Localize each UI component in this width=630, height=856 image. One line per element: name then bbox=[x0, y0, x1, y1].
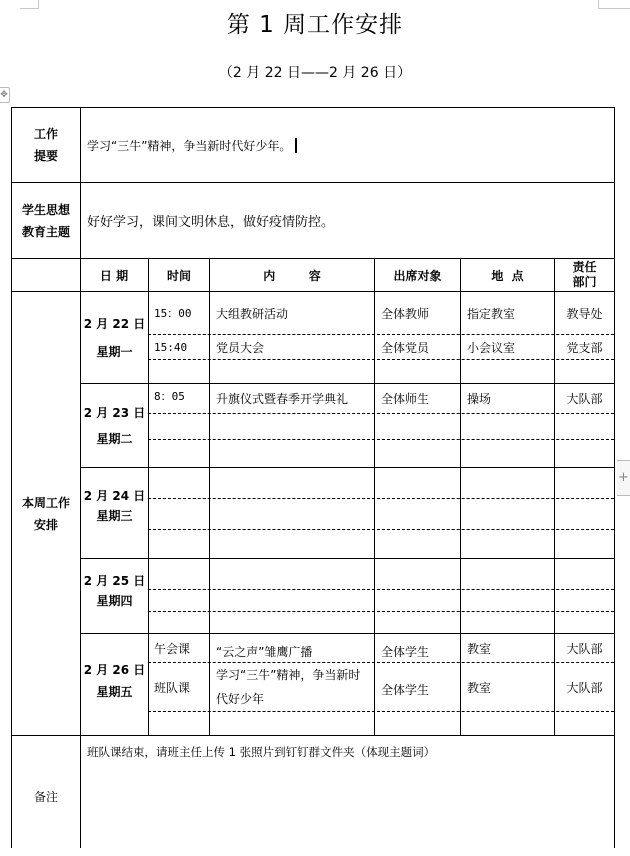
event-content: “云之声”雏鹰广播 bbox=[216, 644, 313, 659]
work-summary-label bbox=[12, 108, 80, 182]
event-dept: 教导处 bbox=[566, 306, 603, 321]
table-move-icon[interactable]: ✥ bbox=[0, 87, 10, 103]
subrow-divider bbox=[148, 529, 614, 530]
day-label-tue bbox=[81, 384, 148, 467]
day-date: 2 月 25 日 bbox=[83, 574, 146, 588]
day-label-fri bbox=[81, 634, 148, 735]
event-content bbox=[216, 663, 372, 711]
subrow-divider bbox=[148, 589, 614, 590]
event-attendees: 全体师生 bbox=[381, 392, 430, 406]
event-attendees: 全体教师 bbox=[381, 306, 430, 321]
document-title: 第 1 周工作安排 bbox=[226, 12, 404, 38]
label-line: 安排 bbox=[33, 517, 58, 532]
event-dept: 大队部 bbox=[566, 641, 603, 656]
label-line: 学生思想 bbox=[21, 202, 70, 217]
column-divider bbox=[209, 258, 210, 735]
subrow-divider bbox=[148, 359, 614, 360]
text-cursor bbox=[295, 138, 297, 153]
label-line: 提要 bbox=[33, 149, 58, 163]
column-divider bbox=[374, 258, 375, 735]
subrow-divider bbox=[148, 439, 614, 440]
day-label-mon bbox=[81, 292, 148, 383]
event-attendees: 全体党员 bbox=[381, 340, 430, 355]
row-divider bbox=[80, 467, 615, 468]
header-date: 日 期 bbox=[99, 268, 129, 283]
work-summary-field[interactable] bbox=[87, 108, 607, 182]
week-schedule-label bbox=[12, 292, 80, 735]
header-attendees: 出席对象 bbox=[393, 268, 442, 283]
event-time: 午会课 bbox=[154, 641, 191, 656]
header-time: 时间 bbox=[166, 268, 191, 283]
label-line: 部门 bbox=[572, 275, 597, 289]
day-date: 2 月 22 日 bbox=[83, 316, 146, 331]
content-line: 学习“三牛”精神，争当新时 bbox=[216, 668, 361, 682]
row-divider bbox=[11, 735, 615, 736]
education-theme-field[interactable] bbox=[87, 183, 607, 258]
header-content: 内 容 bbox=[263, 268, 321, 283]
event-location: 小会议室 bbox=[467, 340, 516, 355]
event-time: 8：05 bbox=[154, 390, 185, 403]
day-date: 2 月 26 日 bbox=[83, 662, 146, 677]
label-line: 责任 bbox=[572, 260, 597, 274]
event-content: 大组教研活动 bbox=[216, 306, 289, 321]
date-range: （2 月 22 日——2 月 26 日） bbox=[218, 65, 412, 81]
day-date: 2 月 24 日 bbox=[83, 489, 146, 503]
day-label-thu bbox=[81, 559, 148, 633]
subrow-divider bbox=[148, 498, 614, 499]
event-attendees: 全体学生 bbox=[381, 644, 430, 659]
event-attendees: 全体学生 bbox=[381, 682, 430, 697]
label-line: 教育主题 bbox=[21, 224, 70, 239]
event-time: 15:40 bbox=[154, 340, 188, 354]
education-theme-label bbox=[12, 183, 80, 258]
add-row-icon[interactable]: + bbox=[617, 460, 630, 496]
event-location: 指定教室 bbox=[467, 306, 516, 321]
day-weekday: 星期二 bbox=[96, 431, 133, 446]
row-divider bbox=[80, 558, 615, 559]
event-time: 15：00 bbox=[154, 307, 192, 320]
event-content: 党员大会 bbox=[216, 340, 265, 355]
label-line: 工作 bbox=[33, 127, 58, 141]
event-dept: 大队部 bbox=[566, 680, 603, 695]
table-border bbox=[614, 107, 615, 848]
day-date: 2 月 23 日 bbox=[83, 405, 146, 420]
event-dept: 大队部 bbox=[566, 392, 603, 406]
column-divider bbox=[460, 258, 461, 735]
event-location: 教室 bbox=[467, 680, 492, 695]
remarks-field[interactable]: 班队课结束，请班主任上传 1 张照片到钉钉群文件夹（体现主题词） bbox=[87, 745, 436, 759]
event-dept: 党支部 bbox=[566, 340, 603, 355]
subrow-divider bbox=[148, 413, 614, 414]
column-divider bbox=[148, 258, 149, 735]
label-line: 本周工作 bbox=[21, 495, 70, 510]
event-location: 操场 bbox=[467, 392, 492, 406]
event-content: 升旗仪式暨春季开学典礼 bbox=[216, 392, 349, 406]
day-weekday: 星期四 bbox=[96, 594, 133, 608]
subrow-divider bbox=[148, 611, 614, 612]
event-location: 教室 bbox=[467, 641, 492, 656]
content-line: 代好少年 bbox=[216, 692, 265, 706]
day-weekday: 星期五 bbox=[96, 684, 133, 699]
header-dept bbox=[555, 259, 614, 291]
header-location: 地 点 bbox=[491, 268, 524, 283]
day-label-wed bbox=[81, 468, 148, 558]
remarks-label: 备注 bbox=[33, 789, 58, 804]
day-weekday: 星期三 bbox=[96, 509, 133, 523]
day-weekday: 星期一 bbox=[96, 344, 133, 359]
education-theme-value: 好好学习，课间文明休息，做好疫情防控。 bbox=[87, 215, 335, 230]
event-time: 班队课 bbox=[154, 680, 191, 695]
work-summary-value: 学习“三牛”精神，争当新时代好少年。 bbox=[87, 138, 292, 153]
